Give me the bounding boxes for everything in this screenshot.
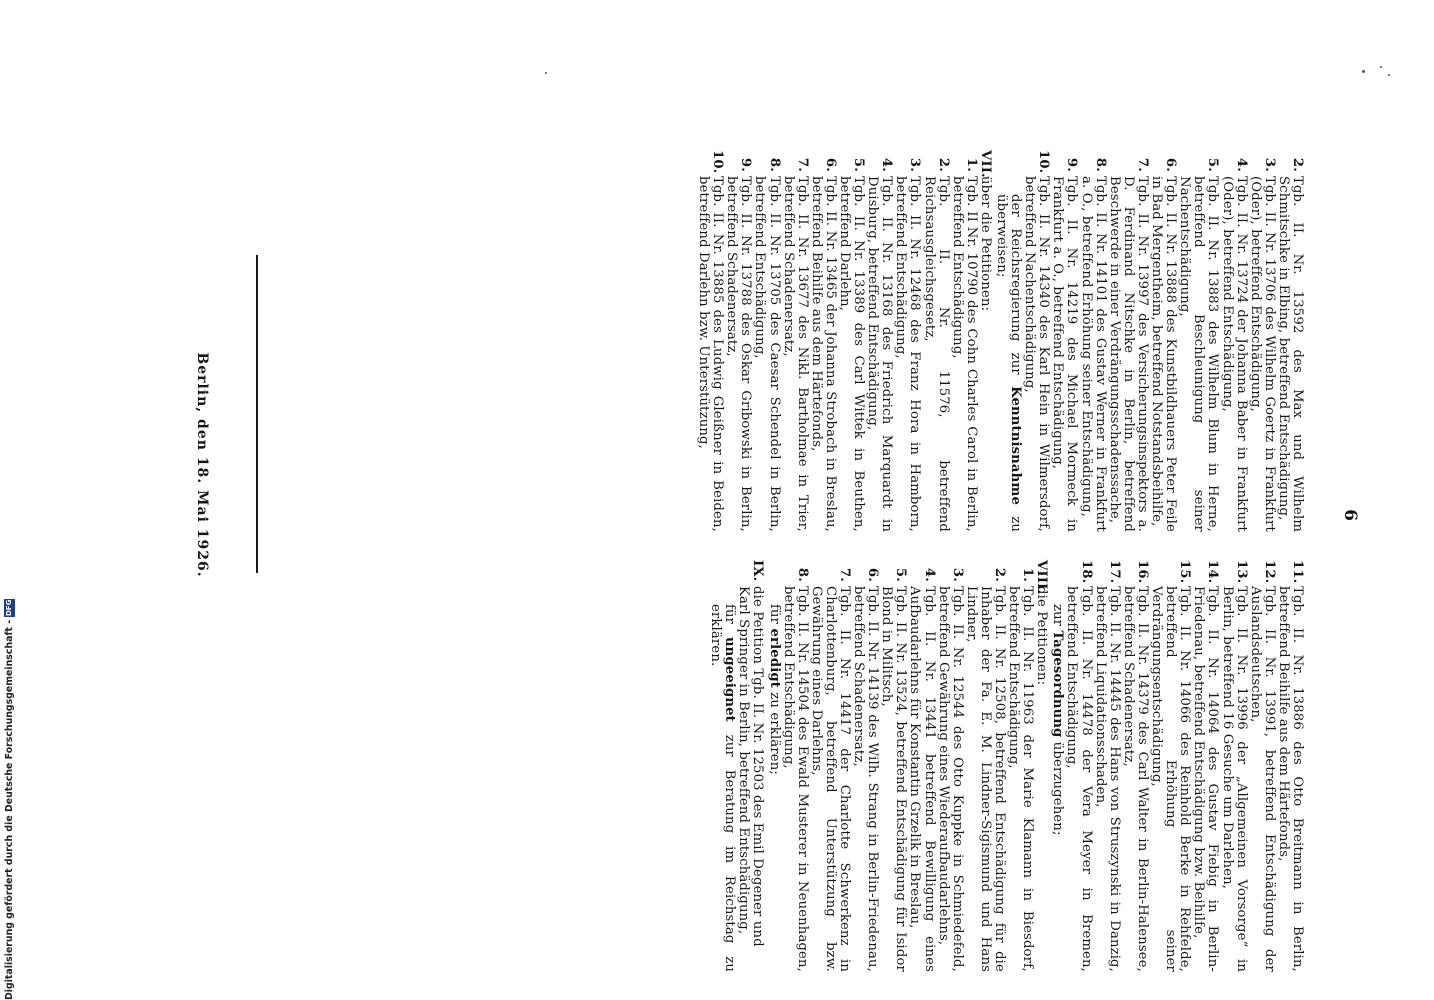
petition-text: Tgb. II Nr. 10790 des Cohn Charles Carol in Berlin, betreffend Entschädigung,: [949, 176, 979, 532]
right-item-list-a: [1064, 560, 1304, 972]
left-item-list-a: [1022, 150, 1304, 532]
left-resolution-kenntnisnahme: [994, 150, 1022, 532]
section-numeral-viii: VIII.: [1034, 560, 1050, 595]
petition-item: [907, 560, 935, 972]
petition-text: Tgb. II. Nr. 13997 des Versicherungsinspektors a. D. Ferdinand Nitschke in Berlin, betreffend Beschwerde in einer Verdrängungsschadenssache,: [1106, 176, 1150, 532]
right-resolution-erledigt: [766, 560, 780, 972]
petition-item: [1149, 560, 1191, 972]
digitization-credit: [2, 599, 16, 1000]
left-item-list-b: [696, 150, 978, 532]
petition-number: 13.: [1233, 560, 1249, 584]
petition-number: 3.: [949, 567, 965, 582]
petition-number: 17.: [1106, 560, 1122, 584]
petition-text: Tgb. II. Nr. 12468 des Franz Hora in Hamborn, betreffend Entschädigung,: [893, 176, 923, 532]
petition-number: 6.: [865, 567, 881, 582]
petition-text: Tgb. II. Nr. 14379 des Carl Walter in Berlin-Halensee, betreffend Schadenersatz,: [1120, 586, 1150, 972]
petition-text: Tgb. II. Nr. 13883 des Wilhelm Blum in Herne, betreffend Beschleunigung seiner Nachentschädigung,: [1177, 176, 1221, 532]
petition-text: Tgb. II. Nr. 13465 der Johanna Strobach in Breslau, betreffend Beihilfe aus dem Härtefonds,: [808, 176, 838, 532]
right-item-list-b: [781, 560, 1035, 972]
petition-text: Tgb. II. Nr. 13886 des Otto Breitmann in Berlin, betreffend Beihilfe aus dem Härtefonds,: [1275, 586, 1305, 972]
petition-text: Tgb. II. Nr. 14340 des Karl Hein in Wilmersdorf, betreffend Nachentschädigung,: [1022, 176, 1052, 532]
petition-number: 3.: [1261, 157, 1277, 172]
petition-number: 15.: [1177, 560, 1193, 584]
petition-text: Tgb. II. Nr. 13706 des Wilhelm Goertz in Frankfurt (Oder), betreffend Entschädigung,: [1247, 176, 1277, 532]
petition-number: 6.: [1163, 157, 1179, 172]
petition-number: 2.: [992, 567, 1008, 582]
right-resolution-ungeeignet: [708, 560, 736, 972]
petition-item: [865, 150, 893, 532]
petition-number: 3.: [907, 157, 923, 172]
petition-item: [1248, 150, 1276, 532]
petition-number: 16.: [1134, 560, 1150, 584]
right-tail-prefix: zur: [1050, 604, 1066, 631]
section-numeral-vii: VII.: [977, 150, 993, 178]
petition-number: 5.: [1205, 157, 1221, 172]
petition-item: [752, 150, 780, 532]
petition-item: [809, 150, 837, 532]
right-tail-c-prefix: für: [722, 604, 738, 637]
petition-item: [1093, 560, 1121, 972]
petition-item: [837, 150, 865, 532]
petition-item: [1276, 150, 1304, 532]
petition-number: 11.: [1290, 560, 1305, 584]
petition-number: 18.: [1078, 560, 1094, 584]
right-tail-b-suffix: zu erklären;: [766, 687, 782, 775]
petition-item: [921, 150, 949, 532]
section-title-ix: die Petition Tgb. II. Nr. 12503 des Emil Degener und Karl Springer in Berlin, betreffend Entschädigung,: [736, 586, 766, 947]
petition-text: Tgb. II. Nr. 14139 des Wilh. Strang in Berlin-Friedenau, betreffend Schadenersatz,: [851, 586, 881, 972]
petition-text: Tgb. II. Nr. 14504 des Ewald Musterer in Neuenhagen, betreffend Entschädigung,: [780, 586, 810, 972]
petition-text: Tgb. II. Nr. 14445 des Hans von Struszynski in Danzig, betreffend Liquidationsschaden,: [1092, 586, 1122, 972]
petition-item: [724, 150, 752, 532]
petition-number: 5.: [851, 157, 867, 172]
petition-item: [1191, 560, 1219, 972]
left-tail-suffix: zu überweisen;: [994, 194, 1024, 532]
petition-item: [851, 560, 879, 972]
petition-text: Tgb. II. Nr. 13168 des Friedrich Marquardt in Duisburg, betreffend Entschädigung,: [865, 176, 895, 532]
petition-number: 4.: [921, 567, 937, 582]
petition-item: [781, 150, 809, 532]
petition-text: Tgb. II. Nr. 13389 des Carl Wittek in Beuthen, betreffend Darlehn,: [837, 176, 867, 532]
petition-item: [1050, 150, 1078, 532]
petition-text: Tgb. II. Nr. 14066 des Reinhold Berke in Rehfelde, betreffend Erhöhung seiner Verdrängungsentschädigung,: [1149, 586, 1193, 972]
petition-text: Tgb. II. Nr. 12544 des Otto Kuppke in Schmiedefeld, betreffend Gewährung eines Wiederaufbaudarlehns,: [935, 586, 965, 972]
right-tail-c-suffix: zur Beratung im Reichstag zu erklären.: [708, 604, 738, 972]
petition-text: Tgb. II. Nr. 13524, betreffend Entschädigung für Isidor Blond in Militsch,: [879, 586, 909, 972]
petition-text: Tgb. II. Nr. 13996 der „Allgemeinen Vorsorge“ in Berlin, betreffend 16 Gesuche um Darlehen,: [1219, 586, 1249, 972]
petition-number: 10.: [1036, 150, 1052, 174]
petition-text: Tgb. II. Nr. 11576, betreffend Reichsausgleichsgesetz,: [921, 176, 951, 532]
petition-item: [1219, 560, 1247, 972]
petition-number: 9.: [1064, 157, 1080, 172]
digitization-credit-text: Digitalisierung gefördert durch die Deutsche Forschungsgemeinschaft -: [3, 619, 15, 1000]
petition-item: [1248, 560, 1276, 972]
petition-item: [1177, 150, 1219, 532]
petition-item: [781, 560, 809, 972]
petition-number: 2.: [1290, 157, 1305, 172]
petition-item: [950, 150, 978, 532]
petition-text: Tgb. II. Nr. 13885 des Ludwig Gleißner in Beiden, betreffend Darlehn bzw. Unterstützung,: [696, 176, 726, 532]
section-title-vii: über die Petitionen:: [977, 176, 993, 312]
petition-text: Tgb. II. Nr. 11963 der Marie Klamann in Biesdorf, betreffend Entschädigung,: [1006, 586, 1036, 972]
petition-item: [1006, 560, 1034, 972]
petition-text: Tgb. II. Nr. 13677 des Nikl. Bartholmae in Trier, betreffend Schadenersatz,: [780, 176, 810, 532]
left-tail-keyword: Kenntnisnahme: [1008, 386, 1024, 505]
place-date-signoff: Berlin, den 18. Mai 1926.: [194, 352, 210, 578]
section-heading-vii: [978, 150, 992, 532]
scan-speck: [1380, 66, 1382, 68]
left-column: [696, 150, 1304, 532]
right-column: [708, 560, 1304, 972]
section-heading-ix: [736, 560, 764, 972]
petition-number: 2.: [935, 157, 951, 172]
petition-text: Tgb. II. Nr. 13441 betreffend Bewilligung eines Aufbaudarlehns für Konstantin Grzelik in Breslau,: [907, 586, 937, 972]
petition-item: [696, 150, 724, 532]
right-tail-suffix: überzugehen;: [1050, 737, 1066, 836]
petition-text: Tgb. II. Nr. 14101 des Gustav Werner in Frankfurt a. O., betreffend Erhöhung seiner Entschädigung,: [1078, 176, 1108, 532]
right-tail-b-keyword: erledigt: [766, 628, 782, 688]
petition-item: [809, 560, 851, 972]
petition-item: [964, 560, 1006, 972]
dfg-logo: DFG: [4, 599, 13, 616]
petition-text: Tgb. II. Nr. 13991, betreffend Entschädigung der Auslandsdeutschen,: [1247, 586, 1277, 972]
petition-item: [1064, 560, 1092, 972]
petition-number: 8.: [766, 157, 782, 172]
section-heading-viii: [1034, 560, 1048, 972]
petition-number: 8.: [794, 567, 810, 582]
petition-number: 14.: [1205, 560, 1221, 584]
petition-text: Tgb. II. Nr. 14417 der Charlotte Schwerkenz in Charlottenburg, betreffend Unterstützung bzw. Gewährung eines Darlehns,: [808, 586, 852, 972]
petition-number: 7.: [837, 567, 852, 582]
petition-number: 7.: [794, 157, 810, 172]
petition-number: 12.: [1261, 560, 1277, 584]
petition-text: Tgb. II. Nr. 13888 des Kunstbildhauers Peter Feile in Bad Mergentheim, betreffend Notstandsbeihilfe,: [1149, 176, 1179, 532]
petition-number: 7.: [1134, 157, 1150, 172]
right-tail-keyword: Tagesordnung: [1050, 630, 1066, 738]
left-tail-prefix: der Reichsregierung zur: [1008, 194, 1024, 387]
petition-number: 5.: [893, 567, 909, 582]
petition-number: 9.: [738, 157, 754, 172]
petition-item: [1022, 150, 1050, 532]
petition-text: Tgb. II. Nr. 13788 des Oskar Gribowski in Berlin, betreffend Schadenersatz,: [724, 176, 754, 532]
petition-number: 4.: [1233, 157, 1249, 172]
petition-item: [1276, 560, 1304, 972]
page-number: 6: [1340, 509, 1360, 521]
petition-text: Tgb. II. Nr. 14064 des Gustav Fiebig in Berlin-Friedenau, betreffend Entschädigung bzw. Beihilfe,: [1191, 586, 1221, 972]
section-numeral-ix: IX.: [750, 560, 766, 582]
petition-item: [1121, 560, 1149, 972]
right-tail-c-keyword: ungeeignet: [722, 636, 738, 722]
petition-item: [893, 150, 921, 532]
petition-text: Tgb. II. Nr. 14478 der Vera Meyer in Bremen, betreffend Entschädigung,: [1064, 586, 1094, 972]
petition-text: Tgb. II. Nr. 13592 des Max und Wilhelm Schmitschke in Elbing, betreffend Entschädigung,: [1275, 176, 1305, 532]
petition-number: 1.: [1020, 567, 1036, 582]
petition-number: 8.: [1092, 157, 1108, 172]
section-title-viii: die Petitionen:: [1034, 586, 1050, 686]
right-resolution-tagesordnung: [1050, 560, 1064, 972]
petition-text: Tgb. II. Nr. 13724 der Johanna Baber in Frankfurt (Oder), betreffend Entschädigung,: [1219, 176, 1249, 532]
petition-text: Tgb. II. Nr. 13705 des Caesar Schendel in Berlin, betreffend Entschädigung,: [752, 176, 782, 532]
petition-item: [1219, 150, 1247, 532]
petition-text: Tgb. II. Nr. 12508, betreffend Entschädigung für die Inhaber der Fa. E. M. Lindner-Sigismund und Hans Lindner,: [963, 586, 1008, 972]
petition-text: Tgb. II. Nr. 14219 des Michael Mormeck in Frankfurt a. O., betreffend Entschädigung,: [1050, 176, 1080, 532]
petition-item: [936, 560, 964, 972]
right-tail-b-prefix: für: [766, 604, 782, 629]
petition-number: 6.: [822, 157, 838, 172]
petition-item: [879, 560, 907, 972]
scan-speck: [1362, 70, 1365, 73]
scan-speck: [1388, 74, 1390, 76]
petition-number: 10.: [710, 150, 726, 174]
petition-number: 4.: [879, 157, 895, 172]
scan-speck: [545, 72, 547, 74]
petition-item: [1107, 150, 1149, 532]
petition-item: [1079, 150, 1107, 532]
petition-item: [1149, 150, 1177, 532]
petition-number: 1.: [963, 157, 979, 172]
closing-rule: [256, 255, 258, 573]
